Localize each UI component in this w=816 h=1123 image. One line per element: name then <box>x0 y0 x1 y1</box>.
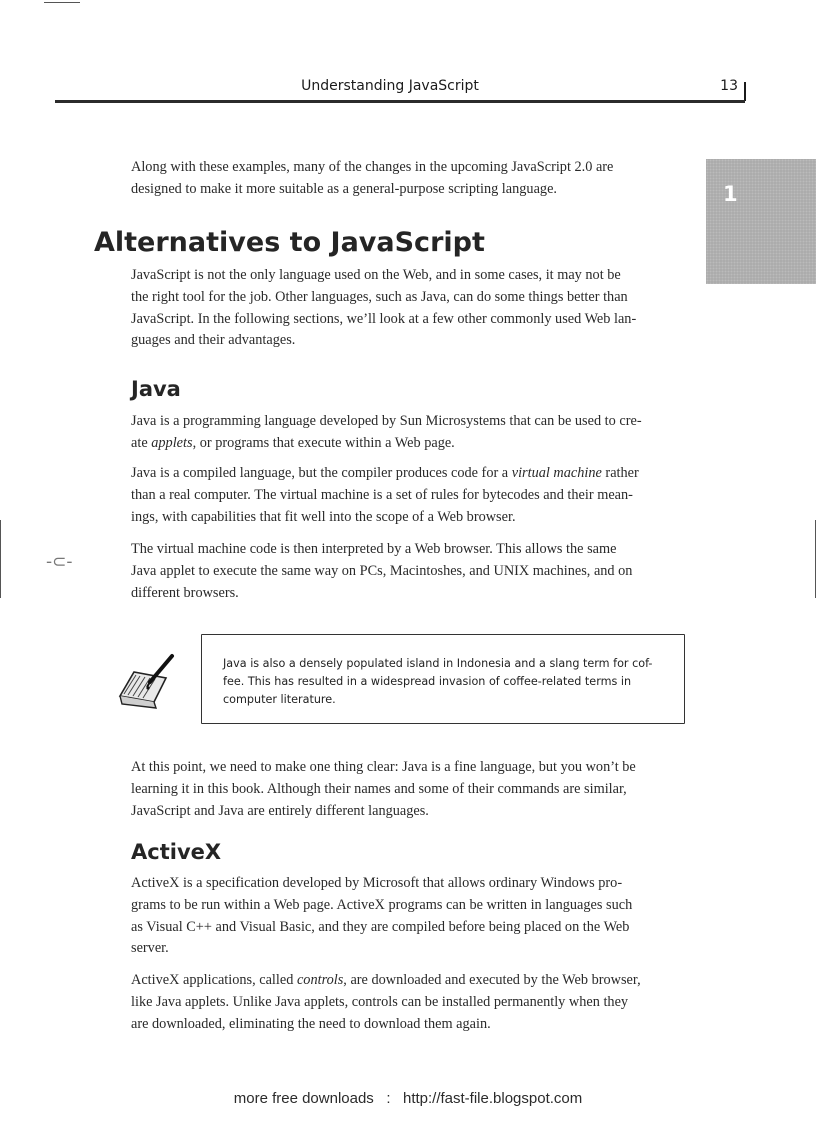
note-icon <box>114 652 176 710</box>
text-line: server. <box>131 940 169 957</box>
alternatives-paragraph <box>131 265 691 352</box>
subheading-activex: ActiveX <box>131 840 222 864</box>
note-text <box>223 655 673 709</box>
text-line: ActiveX applications, called controls, are downloaded and executed by the Web browser, <box>131 972 641 988</box>
emphasis-virtual-machine: virtual machine <box>511 465 602 481</box>
text-line: guages and their advantages. <box>131 332 296 349</box>
text-line: The virtual machine code is then interpreted by a Web browser. This allows the same <box>131 541 617 557</box>
text-line: the right tool for the job. Other languages, such as Java, can do some things better than <box>131 288 628 305</box>
registration-mark: -⊂- <box>46 552 73 572</box>
activex-paragraph-2 <box>131 970 691 1035</box>
text-line: designed to make it more suitable as a general-purpose scripting language. <box>131 180 557 197</box>
text-line: Along with these examples, many of the changes in the upcoming JavaScript 2.0 are <box>131 159 614 175</box>
activex-paragraph-1 <box>131 873 691 960</box>
text-line: different browsers. <box>131 584 239 601</box>
after-note-paragraph <box>131 757 691 822</box>
intro-paragraph <box>131 157 691 201</box>
text-line: ActiveX is a specification developed by Microsoft that allows ordinary Windows pro- <box>131 875 623 891</box>
text-line: Java is a compiled language, but the compiler produces code for a virtual machine rather <box>131 465 639 481</box>
page-number-bar <box>744 82 746 101</box>
text-line: JavaScript is not the only language used on the Web, and in some cases, it may not be <box>131 267 621 283</box>
emphasis-controls: controls <box>296 972 344 988</box>
text-line: JavaScript. In the following sections, we’ll look at a few other commonly used Web lan- <box>131 310 637 327</box>
note-line: computer literature. <box>223 693 336 706</box>
header-rule <box>55 100 745 103</box>
chapter-number: 1 <box>723 182 738 206</box>
text-line: At this point, we need to make one thing clear: Java is a fine language, but you won’t be <box>131 759 636 775</box>
section-heading-alternatives: Alternatives to JavaScript <box>94 227 485 258</box>
page-number: 13 <box>720 78 738 94</box>
text-line: Java applet to execute the same way on PCs, Macintoshes, and UNIX machines, and on <box>131 562 633 579</box>
subheading-java: Java <box>131 377 181 401</box>
java-paragraph-1 <box>131 411 691 455</box>
text-line: grams to be run within a Web page. ActiveX programs can be written in languages such <box>131 896 633 913</box>
text-line: ings, with capabilities that fit well into the scope of a Web browser. <box>131 508 516 525</box>
footer-download-link[interactable]: more free downloads : http://fast-file.blogspot.com <box>233 1090 583 1107</box>
top-crop-rule <box>44 2 80 3</box>
note-line: fee. This has resulted in a widespread invasion of coffee-related terms in <box>223 675 632 688</box>
text-line: as Visual C++ and Visual Basic, and they are compiled before being placed on the Web <box>131 918 630 935</box>
running-header-title: Understanding JavaScript <box>301 78 479 94</box>
chapter-thumb-tab <box>706 159 816 284</box>
text-line: like Java applets. Unlike Java applets, controls can be installed permanently when they <box>131 993 629 1010</box>
text-line: JavaScript and Java are entirely different languages. <box>131 802 429 819</box>
text-line: are downloaded, eliminating the need to download them again. <box>131 1015 491 1032</box>
crop-mark-left <box>0 520 1 598</box>
emphasis-applets: applets <box>151 434 193 451</box>
text-line: Java is a programming language developed by Sun Microsystems that can be used to cre- <box>131 413 642 429</box>
text-line: ate applets, or programs that execute within a Web page. <box>131 434 455 451</box>
text-line: than a real computer. The virtual machine is a set of rules for bytecodes and their mean- <box>131 486 633 503</box>
java-paragraph-2 <box>131 463 691 528</box>
note-line: Java is also a densely populated island in Indonesia and a slang term for cof- <box>223 657 653 670</box>
java-paragraph-3 <box>131 539 691 604</box>
text-line: learning it in this book. Although their names and some of their commands are similar, <box>131 780 627 797</box>
